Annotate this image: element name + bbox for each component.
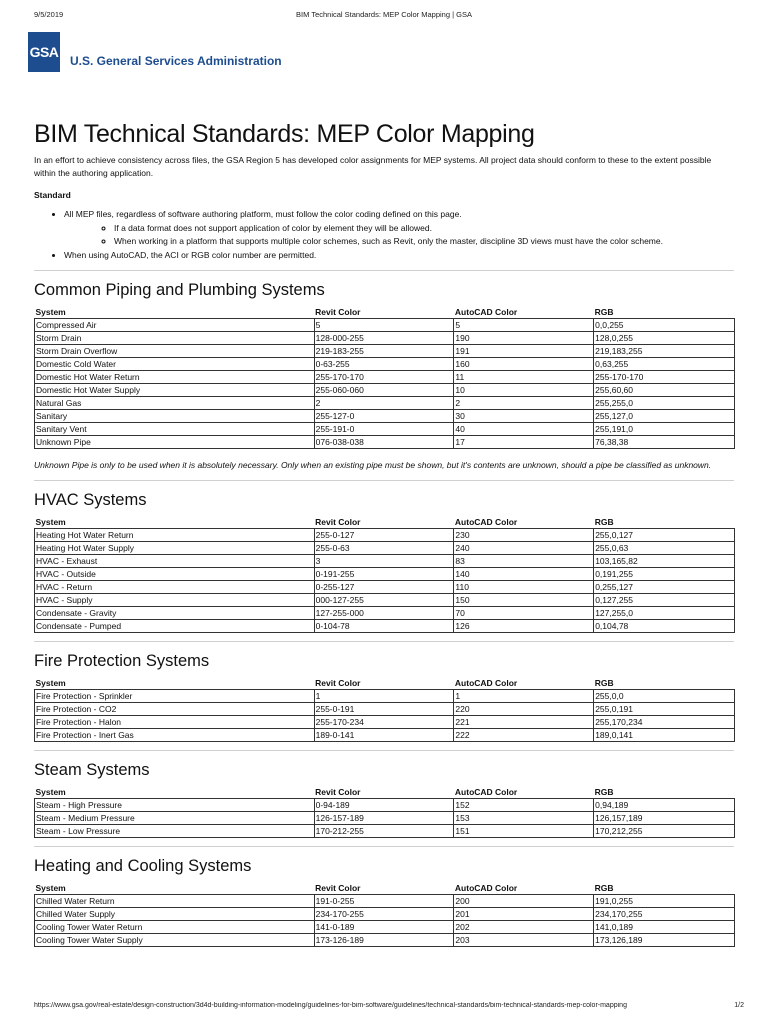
autocad-color-column-header: AutoCAD Color [454, 306, 518, 317]
rgb-cell: 0,0,255 [594, 319, 735, 332]
rgb-cell: 255,0,127 [594, 529, 735, 542]
rgb-cell: 255,0,63 [594, 542, 735, 555]
table-row [35, 908, 735, 921]
system-cell: Domestic Hot Water Supply [35, 384, 315, 397]
autocad-color-cell: 126 [454, 620, 594, 633]
list-item [64, 208, 734, 249]
revit-color-cell: 255-060-060 [314, 384, 454, 397]
system-cell: Chilled Water Supply [35, 908, 315, 921]
revit-color-cell: 234-170-255 [314, 908, 454, 921]
revit-color-cell: 141-0-189 [314, 921, 454, 934]
section-divider [34, 750, 734, 751]
color-table [34, 785, 735, 838]
autocad-color-cell: 240 [454, 542, 594, 555]
system-cell: Cooling Tower Water Return [35, 921, 315, 934]
table-row [35, 384, 735, 397]
bullet-text: All MEP files, regardless of software authoring platform, must follow the color coding defined on this page. [64, 209, 462, 219]
system-cell: Domestic Hot Water Return [35, 371, 315, 384]
rgb-cell: 141,0,189 [594, 921, 735, 934]
table-row [35, 358, 735, 371]
autocad-color-cell: 150 [454, 594, 594, 607]
revit-color-cell: 126-157-189 [314, 812, 454, 825]
table-row [35, 332, 735, 345]
revit-color-cell: 173-126-189 [314, 934, 454, 947]
table-row [35, 716, 735, 729]
agency-name: U.S. General Services Administration [70, 54, 282, 68]
autocad-color-cell: 1 [454, 690, 594, 703]
system-cell: Condensate - Pumped [35, 620, 315, 633]
system-column-header: System [35, 677, 66, 688]
section-4 [34, 846, 734, 947]
revit-color-cell: 255-0-191 [314, 703, 454, 716]
autocad-color-cell: 230 [454, 529, 594, 542]
revit-color-cell: 0-255-127 [314, 581, 454, 594]
gsa-logo[interactable] [28, 32, 428, 74]
revit-color-cell: 000-127-255 [314, 594, 454, 607]
list-item: ◦ When working in a platform that supports multiple color schemes, such as Revit, only the master, discipline 3D views must have the color scheme. [114, 235, 734, 249]
system-cell: Chilled Water Return [35, 895, 315, 908]
system-cell: Steam - Low Pressure [35, 825, 315, 838]
print-page-title: BIM Technical Standards: MEP Color Mapping | GSA [296, 10, 472, 19]
main-content [34, 118, 734, 947]
rgb-cell: 126,157,189 [594, 812, 735, 825]
revit-color-cell: 255-127-0 [314, 410, 454, 423]
revit-color-cell: 2 [314, 397, 454, 410]
revit-color-cell: 170-212-255 [314, 825, 454, 838]
table-row [35, 703, 735, 716]
page-title: BIM Technical Standards: MEP Color Mapping [34, 120, 535, 148]
revit-color-cell: 3 [314, 555, 454, 568]
rgb-cell: 234,170,255 [594, 908, 735, 921]
rgb-cell: 255,0,0 [594, 690, 735, 703]
revit-color-cell: 255-170-170 [314, 371, 454, 384]
color-table [34, 881, 735, 947]
system-column-header: System [35, 516, 66, 527]
system-cell: Fire Protection - Inert Gas [35, 729, 315, 742]
rgb-cell: 0,255,127 [594, 581, 735, 594]
autocad-color-cell: 10 [454, 384, 594, 397]
autocad-color-cell: 221 [454, 716, 594, 729]
system-cell: Fire Protection - Halon [35, 716, 315, 729]
table-row [35, 423, 735, 436]
rgb-cell: 0,104,78 [594, 620, 735, 633]
autocad-color-cell: 17 [454, 436, 594, 449]
rgb-cell: 255,255,0 [594, 397, 735, 410]
autocad-color-column-header: AutoCAD Color [454, 677, 518, 688]
table-row [35, 542, 735, 555]
rgb-cell: 0,191,255 [594, 568, 735, 581]
table-row [35, 345, 735, 358]
system-cell: Fire Protection - Sprinkler [35, 690, 315, 703]
system-cell: Domestic Cold Water [35, 358, 315, 371]
table-row [35, 581, 735, 594]
rgb-cell: 255,127,0 [594, 410, 735, 423]
sub-list [64, 222, 734, 249]
rgb-cell: 173,126,189 [594, 934, 735, 947]
revit-color-cell: 219-183-255 [314, 345, 454, 358]
standard-heading: Standard [34, 190, 71, 200]
section-note: Unknown Pipe is only to be used when it is absolutely necessary. Only when an existing pipe must be shown, but it's contents are unknown, should a pipe be classified as unknown. [34, 460, 712, 470]
system-cell: Heating Hot Water Supply [35, 542, 315, 555]
rgb-cell: 255,170,234 [594, 716, 735, 729]
system-cell: Condensate - Gravity [35, 607, 315, 620]
autocad-color-cell: 30 [454, 410, 594, 423]
rgb-cell: 127,255,0 [594, 607, 735, 620]
system-cell: Cooling Tower Water Supply [35, 934, 315, 947]
system-cell: Sanitary [35, 410, 315, 423]
autocad-color-column-header: AutoCAD Color [454, 882, 518, 893]
list-item: • When using AutoCAD, the ACI or RGB color number are permitted. [64, 249, 734, 263]
table-row [35, 594, 735, 607]
system-column-header: System [35, 306, 66, 317]
autocad-color-cell: 191 [454, 345, 594, 358]
autocad-color-cell: 140 [454, 568, 594, 581]
autocad-color-cell: 83 [454, 555, 594, 568]
system-column-header: System [35, 786, 66, 797]
revit-color-cell: 255-0-127 [314, 529, 454, 542]
table-row [35, 371, 735, 384]
system-cell: Fire Protection - CO2 [35, 703, 315, 716]
rgb-cell: 255,191,0 [594, 423, 735, 436]
rgb-cell: 255,60,60 [594, 384, 735, 397]
revit-color-cell: 255-170-234 [314, 716, 454, 729]
rgb-cell: 0,127,255 [594, 594, 735, 607]
revit-color-cell: 0-94-189 [314, 799, 454, 812]
autocad-color-cell: 110 [454, 581, 594, 594]
system-cell: Steam - Medium Pressure [35, 812, 315, 825]
table-row [35, 729, 735, 742]
table-row [35, 529, 735, 542]
system-cell: Heating Hot Water Return [35, 529, 315, 542]
table-header-row [35, 515, 735, 529]
rgb-cell: 255-170-170 [594, 371, 735, 384]
table-header-row [35, 785, 735, 799]
rgb-cell: 191,0,255 [594, 895, 735, 908]
autocad-color-cell: 160 [454, 358, 594, 371]
table-row [35, 690, 735, 703]
table-header-row [35, 305, 735, 319]
autocad-color-column-header: AutoCAD Color [454, 516, 518, 527]
page-url-link[interactable]: https://www.gsa.gov/real-estate/design-construction/3d4d-building-information-modeling/guidelines-for-bim-software/guidelines/technical-standards/bim-technical-standards-mep-color-mapping [34, 1002, 627, 1009]
print-date: 9/5/2019 [34, 10, 64, 19]
section-title: Heating and Cooling Systems [34, 857, 252, 875]
logo-mark-text: GSA [29, 44, 59, 60]
table-row [35, 436, 735, 449]
rgb-column-header: RGB [594, 516, 614, 527]
autocad-color-cell: 202 [454, 921, 594, 934]
table-header-row [35, 676, 735, 690]
section-divider [34, 270, 734, 271]
autocad-color-cell: 190 [454, 332, 594, 345]
table-row [35, 934, 735, 947]
section-2 [34, 641, 734, 742]
revit-color-cell: 255-191-0 [314, 423, 454, 436]
table-row [35, 410, 735, 423]
autocad-color-cell: 40 [454, 423, 594, 436]
rgb-column-header: RGB [594, 786, 614, 797]
revit-color-column-header: Revit Color [315, 882, 361, 893]
rgb-column-header: RGB [594, 882, 614, 893]
sections-container [34, 270, 734, 947]
revit-color-cell: 0-104-78 [314, 620, 454, 633]
standard-list [34, 208, 734, 262]
revit-color-cell: 076-038-038 [314, 436, 454, 449]
section-title: HVAC Systems [34, 491, 147, 509]
system-cell: HVAC - Exhaust [35, 555, 315, 568]
page-number: 1/2 [734, 1002, 744, 1009]
system-cell: Sanitary Vent [35, 423, 315, 436]
rgb-cell: 76,38,38 [594, 436, 735, 449]
revit-color-cell: 5 [314, 319, 454, 332]
section-0 [34, 270, 734, 472]
system-cell: Natural Gas [35, 397, 315, 410]
revit-color-cell: 0-191-255 [314, 568, 454, 581]
table-row [35, 895, 735, 908]
autocad-color-cell: 220 [454, 703, 594, 716]
intro-paragraph: In an effort to achieve consistency across files, the GSA Region 5 has developed color assignments for MEP systems. All project data should conform to these to the extent possible within the authoring application. [34, 155, 712, 178]
system-cell: HVAC - Supply [35, 594, 315, 607]
revit-color-cell: 191-0-255 [314, 895, 454, 908]
autocad-color-cell: 201 [454, 908, 594, 921]
rgb-cell: 103,165,82 [594, 555, 735, 568]
autocad-color-cell: 2 [454, 397, 594, 410]
rgb-cell: 219,183,255 [594, 345, 735, 358]
system-cell: Storm Drain [35, 332, 315, 345]
autocad-color-cell: 200 [454, 895, 594, 908]
revit-color-column-header: Revit Color [315, 677, 361, 688]
rgb-cell: 0,63,255 [594, 358, 735, 371]
table-row [35, 607, 735, 620]
rgb-cell: 0,94,189 [594, 799, 735, 812]
revit-color-cell: 128-000-255 [314, 332, 454, 345]
rgb-cell: 170,212,255 [594, 825, 735, 838]
section-title: Fire Protection Systems [34, 652, 210, 670]
revit-color-cell: 189-0-141 [314, 729, 454, 742]
print-header [34, 10, 734, 22]
table-row [35, 319, 735, 332]
table-row [35, 799, 735, 812]
section-divider [34, 641, 734, 642]
autocad-color-cell: 5 [454, 319, 594, 332]
revit-color-cell: 0-63-255 [314, 358, 454, 371]
section-divider [34, 846, 734, 847]
revit-color-cell: 1 [314, 690, 454, 703]
rgb-cell: 255,0,191 [594, 703, 735, 716]
section-3 [34, 750, 734, 838]
rgb-column-header: RGB [594, 306, 614, 317]
table-row [35, 812, 735, 825]
system-cell: Steam - High Pressure [35, 799, 315, 812]
table-row [35, 825, 735, 838]
color-table [34, 305, 735, 449]
autocad-color-cell: 203 [454, 934, 594, 947]
table-row [35, 555, 735, 568]
gsa-star-mark-icon [28, 32, 60, 72]
autocad-color-cell: 11 [454, 371, 594, 384]
table-row [35, 397, 735, 410]
system-column-header: System [35, 882, 66, 893]
autocad-color-cell: 151 [454, 825, 594, 838]
autocad-color-column-header: AutoCAD Color [454, 786, 518, 797]
section-1 [34, 480, 734, 633]
table-row [35, 568, 735, 581]
color-table [34, 515, 735, 633]
list-item: ◦ If a data format does not support application of color by element they will be allowed. [114, 222, 734, 236]
system-cell: HVAC - Return [35, 581, 315, 594]
system-cell: HVAC - Outside [35, 568, 315, 581]
autocad-color-cell: 153 [454, 812, 594, 825]
system-cell: Compressed Air [35, 319, 315, 332]
color-table [34, 676, 735, 742]
autocad-color-cell: 222 [454, 729, 594, 742]
section-title: Steam Systems [34, 761, 150, 779]
rgb-cell: 189,0,141 [594, 729, 735, 742]
system-cell: Storm Drain Overflow [35, 345, 315, 358]
revit-color-cell: 127-255-000 [314, 607, 454, 620]
table-header-row [35, 881, 735, 895]
revit-color-column-header: Revit Color [315, 516, 361, 527]
print-footer [34, 1002, 744, 1014]
rgb-cell: 128,0,255 [594, 332, 735, 345]
autocad-color-cell: 70 [454, 607, 594, 620]
revit-color-column-header: Revit Color [315, 306, 361, 317]
section-title: Common Piping and Plumbing Systems [34, 281, 325, 299]
section-divider [34, 480, 734, 481]
revit-color-column-header: Revit Color [315, 786, 361, 797]
table-row [35, 620, 735, 633]
autocad-color-cell: 152 [454, 799, 594, 812]
table-row [35, 921, 735, 934]
rgb-column-header: RGB [594, 677, 614, 688]
system-cell: Unknown Pipe [35, 436, 315, 449]
revit-color-cell: 255-0-63 [314, 542, 454, 555]
